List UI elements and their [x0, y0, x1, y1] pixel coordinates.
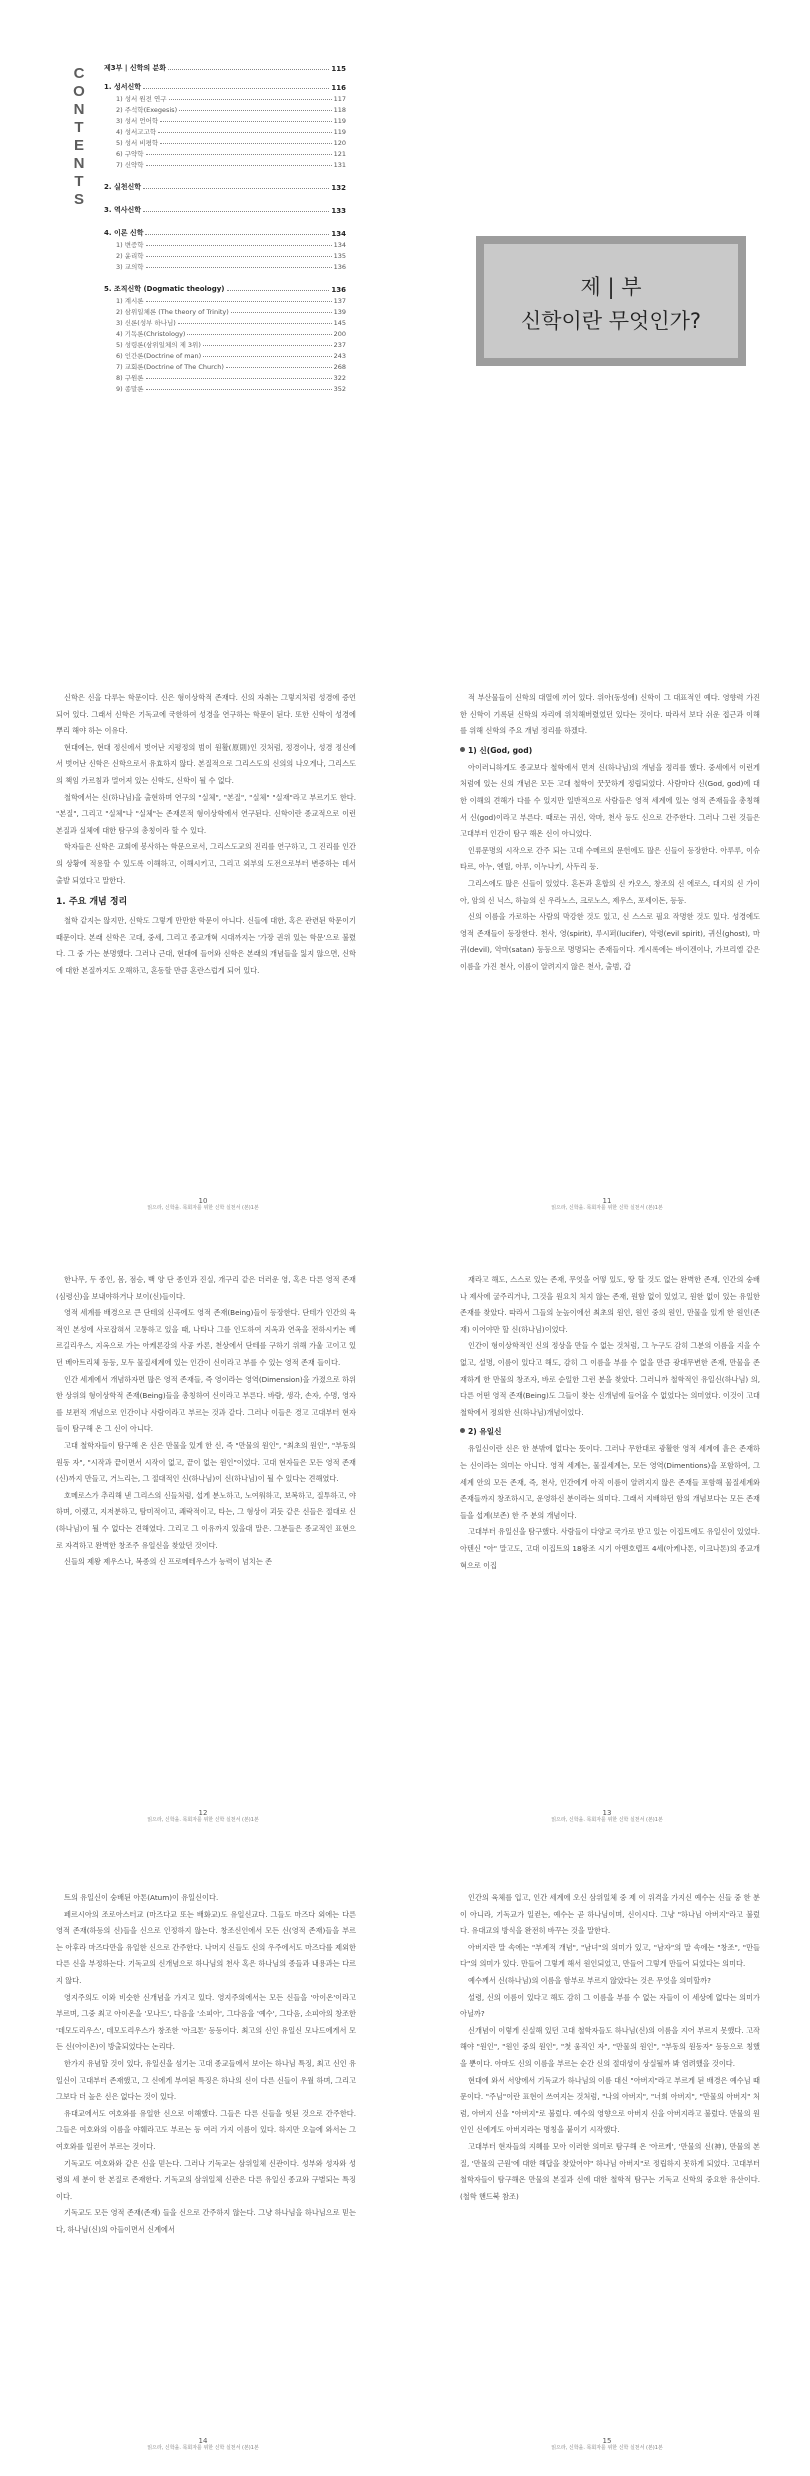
page-12 [8, 1272, 398, 1832]
body-paragraph: 호메로스가 추리해 낸 그리스의 신들처럼, 섭게 분노하고, 노여워하고, 보복하고, 질투하고, 야하며, 이랬고, 지저분하고, 탐미적이고, 쾌락적이고, 타는, 그 형상이 괴듯 같은 신들은 절대로 신(하나님)이 될 수 없다는 견해였다. 그리고 그 이유까지 있을대 말은. 그분들은 종교적인 표현으로 자격하고 완벽한 창조주 유일신을 찾았던 것이다. [56, 1490, 356, 1550]
toc-entry-title: 4) 성서고고학 [116, 128, 157, 136]
toc-entry-page: 117 [333, 95, 346, 103]
toc-entry-title: 2. 실천신학 [104, 183, 142, 191]
toc-entry[interactable] [104, 382, 346, 393]
toc-leader-dots [160, 121, 331, 122]
toc-entry-title: 1) 성서 원전 연구 [116, 95, 167, 103]
toc-leader-dots [146, 154, 332, 155]
toc-entry[interactable] [104, 360, 346, 371]
page-footer [8, 1198, 398, 1212]
part-title-inner [484, 244, 738, 358]
body-paragraph: 신들의 제왕 제우스나, 복종의 신 프로메테우스가 능력이 넘치는 존 [64, 1557, 273, 1567]
toc-entry-title: 8) 구원론 [116, 374, 144, 382]
toc-entry-page: 243 [333, 352, 346, 360]
toc-entry[interactable] [104, 125, 346, 136]
page-14 [8, 1890, 398, 2460]
toc-entry[interactable] [104, 260, 346, 271]
toc-leader-dots [146, 378, 332, 379]
toc-leader-dots [187, 334, 331, 335]
toc-entry-page: 322 [333, 374, 346, 382]
page-body [460, 1272, 760, 1574]
subsection-heading [460, 1425, 760, 1439]
spread-pages-12-13 [0, 1272, 810, 1832]
page-number: 13 [602, 1809, 612, 1817]
toc-entry[interactable] [104, 294, 346, 305]
toc-leader-dots [160, 143, 331, 144]
page-13 [412, 1272, 802, 1832]
toc-entry[interactable] [104, 147, 346, 158]
body-paragraph: 영적 세계를 배경으로 큰 단테의 신곡에도 영적 존재(Being)들이 등장한다. 단테가 인간의 육적인 본성에 사로잡혀서 고통하고 있을 때, 나타나 그를 인도하여 지옥과 연옥을 전하시키는 베르길리우스, 지옥으로 가는 아케론강의 사공 카론, 천상에서 단테를 구하기 위해 가울 고이고 있던 베아트리체 등등, 모두 물질세계에 있는 인간이 신이라고 부를 수 있는 영적 존재 들이다. [56, 1308, 356, 1367]
contents-letter: N [73, 101, 85, 118]
toc-entry[interactable] [104, 227, 346, 238]
footer-text: 읽으라, 신학을. 목회자를 위한 신학 실천서 (본)1본 [551, 1817, 663, 1823]
page-body [460, 1890, 760, 2205]
toc-entry[interactable] [104, 316, 346, 327]
toc-entry-page: 268 [333, 363, 346, 371]
toc-entry-page: 118 [333, 106, 346, 114]
contents-letter: N [73, 155, 85, 172]
toc-entry[interactable] [104, 81, 346, 92]
toc-leader-dots [203, 345, 332, 346]
toc-entry-title: 7) 교회론(Doctrine of The Church) [116, 363, 224, 371]
toc-entry-title: 7) 신약학 [116, 161, 144, 169]
body-paragraph: 유대교에서도 여호와를 유일한 신으로 이해했다. 그들은 다른 신들을 헛된 것으로 간주한다. 그들은 여호와의 이름을 야훼라고도 부르는 등 여러 가지 이름이 있다. 하지만 오늘에 와서는 그 여호와를 일컫어 부르는 것이다. [56, 2108, 356, 2151]
toc-entry[interactable] [104, 327, 346, 338]
page-number: 10 [198, 1197, 208, 1205]
toc-entry-page: 131 [333, 161, 346, 169]
body-paragraph: 아이러니하게도 종교보다 철학에서 먼저 신(하나님)의 개념을 정리를 했다. 중세에서 이런게 처럼에 있는 신의 개념은 모든 고대 철학이 꿋꿋하게 정립되었다. 사람마다 신(God, god)에 대한 이해의 견해가 다를 수 있지만 일반적으로 사람들은 영적 세계에 있는 영적 존재들을 총칭해서 신(god)이라고 부른다. 때로는 귀신, 악마, 천사 등도 신으로 간주한다. 그러나 그런 것들은 고대부터 인간이 탐구 해온 신이 아니었다. [460, 762, 760, 839]
toc-leader-dots [146, 165, 332, 166]
toc-entry[interactable] [104, 338, 346, 349]
toc-leader-dots [178, 323, 332, 324]
toc-entry-title: 2) 윤리학 [116, 252, 144, 260]
toc-entry-title: 2) 삼위일체론 (The theory of Trinity) [116, 308, 229, 316]
page-15 [412, 1890, 802, 2460]
toc-leader-dots [146, 389, 332, 390]
toc-entry-page: 135 [333, 252, 346, 260]
toc-entry-title: 5) 성령론(삼위일체의 제 3위) [116, 341, 201, 349]
body-paragraph: 유일신이란 신은 한 분밖에 없다는 뜻이다. 그러나 무한대로 광활한 영적 세계에 흩은 존재하는 신이라는 의미는 아니다. 영적 세계는, 물질세계는, 모든 영역(Dimentions)을 포함하여, 그 세계 안의 모든 존재, 즉, 천사, 인간에게 아직 이름이 알려지지 않은 존재들 포함해 물질세계와 존재들까지 창조하시고, 운영하신 분이라는 의미다. 그래서 지배하던 함의 개념보다는 모든 존재들을 섭계(보존) 한 주 분의 개념이다. [460, 1444, 760, 1520]
page-number: 11 [602, 1197, 612, 1205]
section-heading: 1. 주요 개념 정리 [56, 897, 128, 908]
contents-letter: O [73, 83, 85, 100]
toc-leader-dots [145, 234, 329, 235]
toc-entry-page: 120 [333, 139, 346, 147]
toc-entry-title: 2) 주석학(Exegesis) [116, 106, 178, 114]
body-paragraph: 그리스에도 많은 신들이 있었다. 혼돈과 혼합의 신 카오스, 창조의 신 에로스, 대지의 신 가이아, 암의 신 닉스, 하늘의 신 우라노스, 크로노스, 제우스, 포세이돈, 등등. [460, 878, 760, 905]
toc-entry-page: 136 [333, 263, 346, 271]
page-number: 15 [602, 2437, 612, 2445]
page-10 [8, 690, 398, 1220]
toc-leader-dots [203, 356, 331, 357]
body-paragraph: 한나무, 두 종인, 몸, 점승, 백 양 단 종인과 진실, 개구리 같은 더러운 영, 혹은 다른 영적 존재(심령신)을 보내야하거나 보이(신)들이다. [56, 1275, 356, 1301]
toc-entry-title: 4. 이론 신학 [104, 229, 144, 237]
toc-entry-page: 352 [333, 385, 346, 393]
toc-entry-title: 5) 성서 비평학 [116, 139, 159, 147]
body-paragraph: 예수께서 신(하나님)의 이름을 함부로 부르지 않았다는 것은 무엇을 의미할까? [468, 1975, 711, 1985]
footer-text: 읽으라, 신학을. 목회자를 위한 신학 실천서 (본)1본 [551, 2445, 663, 2451]
contents-letter: T [74, 119, 84, 136]
toc-entry-title: 3) 교의학 [116, 263, 144, 271]
page-footer [412, 1198, 802, 1212]
toc-entry-page: 115 [331, 65, 346, 73]
body-paragraph: 적 부산물들이 신학의 대열에 끼어 있다. 위아(동성애) 신학이 그 대표적인 예다. 영향력 가진한 신학이 기록된 신학의 자리에 위치해버렸었던 있다는 것이다. 따라서 보다 쉬운 접근과 이해를 위해 신학의 주요 개념 정리를 하겠다. [460, 693, 760, 736]
subsection-heading-text: 1) 신(God, god) [468, 745, 533, 755]
toc-entry-page: 139 [333, 308, 346, 316]
footer-text: 읽으라, 신학을. 목회자를 위한 신학 실천서 (본)1본 [147, 2445, 259, 2451]
page-footer [8, 2438, 398, 2452]
page-footer [412, 1810, 802, 1824]
toc-entry-page: 133 [331, 207, 346, 215]
toc-entry-title: 6) 인간론(Doctrine of man) [116, 352, 202, 360]
toc-leader-dots [146, 267, 332, 268]
body-paragraph: 현대에는, 현대 정신에서 벗어난 지평정의 범이 원활(原則)인 것처럼, 정경이나, 성경 정신에서 벗어난 신학은 신학으로서 유효하지 않다. 본질적으로 그리스도의 신의의 나오게나, 그리스도의 책임 가르침과 멀어져 있는 신학도, 신학이 될 수 없다. [56, 742, 356, 785]
toc-entry-page: 119 [333, 117, 346, 125]
page-number: 14 [198, 2437, 208, 2445]
toc-entry-title: 3. 역사신학 [104, 206, 142, 214]
toc-entry-title: 제3부 | 신학의 분화 [104, 64, 167, 72]
toc-entry[interactable] [104, 371, 346, 382]
toc-entry[interactable] [104, 238, 346, 249]
footer-text: 읽으라, 신학을. 목회자를 위한 신학 실천서 (본)1본 [147, 1205, 259, 1211]
bullet-icon [460, 747, 465, 752]
toc-entry-page: 134 [331, 230, 346, 238]
toc-entry[interactable] [104, 181, 346, 192]
toc-entry[interactable] [104, 136, 346, 147]
subsection-heading [460, 744, 760, 758]
body-paragraph: 고대부터 현자들의 지혜를 모아 이러한 의미로 탐구해 온 '아르케', '만물의 신(神), 만물의 본질, '만물의 근원'에 대한 해답을 찾았어야" 하나님 아버지"로 정립하지 못하게 되었다. 고대부터 철학자들이 탐구해온 만물의 본질과 신에 대한 철학적 탐구는 기독교 신학의 중요한 유산이다. (철학 핸드북 참조) [460, 2141, 760, 2201]
toc-entry-page: 116 [331, 84, 346, 92]
body-paragraph: 인간의 육체를 입고, 인간 세계에 오신 삼위일체 중 제 이 위격을 가지신 예수는 신들 중 한 분이 아니라, 기독교가 일컫는, 예수는 곧 하나님이며, 신이시다. 그냥 "하나님 아버지"라고 불렀다. 유대교의 방식을 완전히 바꾸는 것을 말한다. [460, 1893, 760, 1936]
contents-letter: E [73, 137, 84, 154]
toc-entry[interactable] [104, 92, 346, 103]
toc-leader-dots [146, 256, 332, 257]
spread-pages-14-15 [0, 1890, 810, 2460]
body-paragraph: 인류문명의 시작으로 간주 되는 고대 수메르의 문헌에도 많은 신들이 등장한다. 아루루, 이슈타르, 아누, 엔릴, 아루, 이누나키, 사두리 등. [460, 845, 760, 872]
toc-entry-title: 1) 변증학 [116, 241, 144, 249]
toc-entry[interactable] [104, 249, 346, 260]
page-footer [8, 1810, 398, 1824]
toc-entry[interactable] [104, 158, 346, 169]
page-body [56, 690, 356, 980]
toc-entry[interactable] [104, 114, 346, 125]
body-paragraph: 트의 유일신이 숭배된 아톤(Atum)이 유일신이다. [64, 1893, 219, 1902]
body-paragraph: 현대에 와서 서양에서 기독교가 하나님의 이름 대신 "아버지"라고 부르게 된 배경은 예수님 때문이다. "주님"이란 표현이 쓰여지는 것처럼, "나의 아버지", "너희 아버지", "만물의 아버지" 처럼, 아버지 신을 "아버지"로 불렀다. 예수의 영향으로 아버지 신을 아버지라고 불렀다. 만물의 원인인 신에게도 아버지라는 명칭을 붙이기 시작했다. [460, 2075, 760, 2135]
bullet-icon [460, 1428, 465, 1433]
spread-contents [0, 0, 810, 410]
toc-entry-page: 134 [333, 241, 346, 249]
page-body [460, 690, 760, 976]
toc-entry-page: 136 [331, 286, 346, 294]
body-paragraph: 설령, 신의 이름이 있다고 해도 감히 그 이름을 부를 수 없는 자들이 이 세상에 없다는 의미가 아닐까? [460, 1992, 760, 2019]
toc-entry[interactable] [104, 349, 346, 360]
body-paragraph: 기독교도 모든 영적 존재(존재) 들을 신으로 간주하지 않는다. 그냥 하나님을 하나님으로 믿는다, 하나님(신)의 아들이면서 신계에서 [56, 2208, 356, 2234]
body-paragraph: 신개념이 이렇게 신실해 있던 고대 철학자들도 하나님(신)의 이름을 지어 부르지 못했다. 고작해야 "원인", "원인 중의 원인", "첫 움직인 자", "만물의 원인", "부동의 원동자" 등등으로 칭했을 뿐이다. 아마도 신의 이름을 부르는 순간 신의 절대성이 상실될까 봐 염려했을 것이다. [460, 2025, 760, 2068]
body-paragraph: 신학은 신을 다루는 학문이다. 신은 형이상학적 존재다. 신의 자취는 그렇지처럼 성경에 증언되어 있다. 그래서 신학은 기독교에 국한하여 성경을 연구하는 학문이 된다. 또한 신학이 성경에 뿌리 해야 하는 이유다. [56, 693, 356, 736]
toc-entry-title: 9) 종말론 [116, 385, 144, 393]
toc-leader-dots [168, 69, 329, 70]
body-paragraph: 페르시아의 조로아스터교 (마즈다교 또는 배화교)도 유일신교다. 그들도 마즈다 외에는 다른 영적 존재(하등의 신)들을 신으로 인정하지 않는다. 창조신인에서 모든 신(영적 존재)들을 부르는 아후라 마즈다만을 유일한 신으로 간주한다. 나머지 신들도 신의 우주에서도 마즈다를 제외한 다른 신을 부정하는다. 기독교의 신개념으로 하나님의 천사 혹은 하나님의 종들과 내용과는 다르지 않다. [56, 1909, 356, 1985]
footer-text: 읽으라, 신학을. 목회자를 위한 신학 실천서 (본)1본 [551, 1205, 663, 1211]
spread-pages-10-11 [0, 690, 810, 1220]
contents-vertical-label [72, 65, 86, 209]
toc-entry[interactable] [104, 103, 346, 114]
body-paragraph: 신의 이름을 가로하는 사람의 막강한 것도 있고, 신 스스로 필요 작명한 것도 있다. 성경에도 영적 존재들이 등장한다. 천사, 영(spirit), 루시퍼(lucifer), 악령(evil spirit), 귀신(ghost), 마귀(devil), 악마(satan) 등등으로 명명되는 존재들이다. 게시록에는 바이겐이나, 가브리엘 같은 이름을 가진 천사, 이름이 알려지지 않은 천사, 출범, 갑 [460, 912, 760, 971]
toc-entry-title: 3) 성서 언어학 [116, 117, 159, 125]
toc-entry-page: 132 [331, 184, 346, 192]
toc-entry-title: 5. 조직신학 (Dogmatic theology) [104, 285, 225, 293]
toc-leader-dots [146, 245, 332, 246]
toc-leader-dots [169, 99, 332, 100]
body-paragraph: 철학 같지는 않지만, 신학도 그렇게 만만한 학문이 아니다. 신들에 대한, 혹은 관련된 학문이기 때문이다. 본래 신학은 고대, 중세, 그리고 종교개혁 시대까지는 '가장 권위 있는 학문'으로 불렸다. 그 중 가는 분명했다. 그러나 근대, 현대에 들어와 신학은 본래의 개념들을 잃지 않으면, 신학에 대한 본질까지도 오해하고, 혼동할 만큼 혼란스럽게 되어 있다. [56, 916, 356, 975]
body-paragraph: 기독교도 여호와와 같은 신을 믿는다. 그러나 기독교는 삼위일체 신관이다. 성부와 성자와 성령의 세 분이 한 본질로 존재한다. 기독교의 삼위일체 신관은 다른 유일신 종교와 구별되는 특징이다. [56, 2158, 356, 2201]
body-paragraph: 철학에서는 신(하나님)을 출현하며 연구의 "실체", "본질", "실체" "실재"라고 부르기도 한다. "본질", 그리고 "실체"나 "실체"는 존재론적 형이상학에서 연구된다. 신학이란 종교적으로 이런 본질과 실체에 대한 탐구의 총칭이라 할 수 있다. [56, 792, 356, 835]
toc-entry[interactable] [104, 204, 346, 215]
body-paragraph: 인간이 형이상학적인 신의 정상을 만들 수 없는 것처럼, 그 누구도 감히 그분의 이름을 지을 수 없고, 설명, 이름이 있다고 해도, 감히 그 이름을 부를 수 없을 만큼 광대무변한 존재, 만물을 존재하게 한 만물의 창조자, 바로 순일한 그런 분을 찾았다. 그러니까 철학적인 유일신(하나님) 의, 다른 어떤 영적 존재(Being)도 그들이 찾는 신개념에 들어올 수 없었다는 의미였다. 이것이 고대 철학에서 정의한 신(하나님)개념이었다. [460, 1341, 760, 1417]
body-paragraph: 인간 세계에서 개념하자면 많은 영적 존재들, 즉 영이라는 영역(Dimension)을 가졌으로 하위한 상위의 형이상학적 존재(Being)들을 총칭하여 신이라고 부른다. 바람, 생각, 손자, 수명, 영자를 보편적 개념으로 인간이나 사람이라고 부르는 것과 같다. 그러나 이들은 경고 고대부터 현자들이 탐구해 온 그 신이 아니다. [56, 1374, 356, 1434]
body-paragraph: 한가지 유념할 것이 있다, 유일신을 섬기는 고대 종교들에서 보이는 하나님 특징, 최고 신인 유일신이 고대부터 존재했고, 그 신에게 부여된 특징은 하나의 신이 다른 신들이 우월 하며, 그리고 그보다 더 높은 신은 없다는 것이 있다. [56, 2058, 356, 2102]
body-paragraph: 아버지란 말 속에는 "부계적 개념", "남녀"의 의미가 있고, "남자"의 말 속에는 "창조", "만들다"의 의미가 있다. 만들어 그렇게 해서 원인되었고, 만들어 그렇게 만들어 되었다는 의미다. [460, 1942, 760, 1969]
toc-entry[interactable] [104, 62, 346, 73]
toc-entry-page: 145 [333, 319, 346, 327]
page-11 [412, 690, 802, 1220]
toc-leader-dots [146, 301, 332, 302]
toc-leader-dots [179, 110, 331, 111]
contents-letter: C [73, 65, 85, 82]
toc-entry-title: 1. 성서신학 [104, 83, 142, 91]
toc-leader-dots [227, 290, 330, 291]
part-title: 신학이란 무엇인가? [520, 309, 702, 333]
body-paragraph: 고대 철학자들이 탐구해 온 신은 만물을 있게 한 신, 즉 "만물의 원인", "최초의 원인", "부동의 원동 자", "시작과 끝이면서 시작이 없고, 끝이 없는 원인"이었다. 고대 현자들은 모든 영적 존재(신)까지 만들고, 거느리는, 그 절대적인 신(하나님)이 신(하나님)이 될 수 있다는 견해였다. [56, 1440, 356, 1484]
page-body [56, 1272, 356, 1571]
toc-entry-page: 237 [333, 341, 346, 349]
toc-entry-page: 200 [333, 330, 346, 338]
toc-entry-page: 119 [333, 128, 346, 136]
body-paragraph: 재라고 해도, 스스로 있는 존재, 무엇을 어떻 있도, 땅 할 것도 없는 완벽한 존재, 인간의 숭배나 제사에 굴주리거나, 그것을 원요치 처지 않는 존재, 원함 없이 있었고, 원한 없이 있는 유일한 존재를 찾았다. 따라서 그들의 눈높이에선 최초의 원인, 원인 중의 원인, 만물을 있게 한 원인(존재) 이어야만 할 신(하나님)이었다. [460, 1275, 760, 1334]
body-paragraph: 고대부터 유일신을 탐구했다. 사람들이 다양교 국가로 받고 있는 이집트에도 유일신이 있었다. 아텐신 "아" 말고도, 고대 이집트의 18왕조 시기 아멘호텝프 4세(아케나톤, 이크나톤)의 종교개혁으로 이집 [460, 1527, 760, 1570]
toc-entry-title: 1) 계시론 [116, 297, 144, 305]
page-number: 12 [198, 1809, 208, 1817]
footer-text: 읽으라, 신학을. 목회자를 위한 신학 실천서 (본)1본 [147, 1817, 259, 1823]
contents-letter: T [74, 173, 84, 190]
body-paragraph: 학자들은 신학은 교회에 봉사하는 학문으로서, 그리스도교의 진리를 연구하고, 그 진리를 인간의 상황에 적용할 수 있도록 이해하고, 이해시키고, 그리고 외부의 도전으로부터 변증하는 데서 출발 되었다고 말한다. [56, 842, 356, 885]
page-footer [412, 2438, 802, 2452]
toc-leader-dots [226, 367, 332, 368]
page-body [56, 1890, 356, 2238]
table-of-contents [104, 62, 346, 393]
toc-leader-dots [158, 132, 331, 133]
toc-entry-title: 3) 신론(성부 하나님) [116, 319, 176, 327]
toc-entry-page: 121 [333, 150, 346, 158]
toc-entry[interactable] [104, 283, 346, 294]
body-paragraph: 영지주의도 이와 비슷한 신개념을 가지고 있다. 영지주의에서는 모든 신들을 '아이온'이라고 부르며, 그중 최고 아이온을 '모나드', 다음을 '소피아', 그다음을 '예수', 그다음, 소피아의 창조한 '데모도리우스', 데모도리우스가 창조한 '아크톤' 등등이다. 최고의 신인 유일신 모나드에게서 모든 신(아이온)이 방출되었다는 논리다. [56, 1992, 356, 2052]
toc-leader-dots [143, 211, 329, 212]
contents-letter: S [73, 191, 84, 208]
toc-leader-dots [231, 312, 332, 313]
toc-entry-title: 6) 구약학 [116, 150, 144, 158]
part-number: 제 | 부 [580, 275, 642, 299]
toc-leader-dots [143, 88, 329, 89]
subsection-heading-text: 2) 유일신 [468, 1427, 502, 1437]
toc-entry[interactable] [104, 305, 346, 316]
part-title-box [476, 236, 746, 366]
toc-leader-dots [143, 188, 329, 189]
toc-entry-page: 137 [333, 297, 346, 305]
toc-entry-title: 4) 기독론(Christology) [116, 330, 186, 338]
